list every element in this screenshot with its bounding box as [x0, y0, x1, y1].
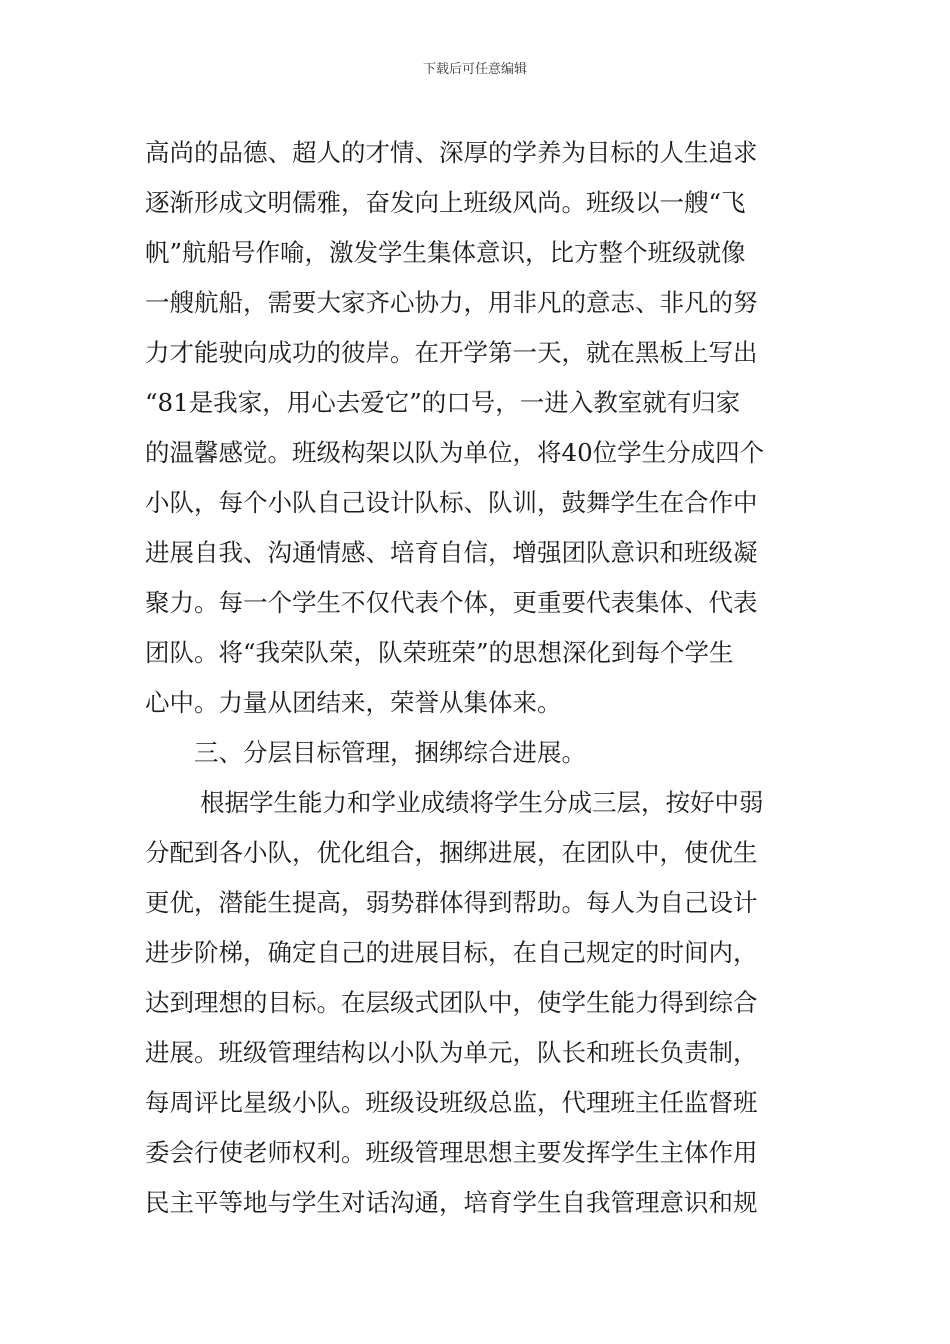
text-line: 进步阶梯，确定自己的进展目标，在自己规定的时间内， — [145, 938, 758, 967]
text-line: 帆”航船号作喻，激发学生集体意识，比方整个班级就像 — [145, 238, 746, 267]
section-heading: 三、分层目标管理，捆绑综合进展。 — [194, 738, 586, 767]
text-line: 一艘航船，需要大家齐心协力，用非凡的意志、非凡的努 — [145, 288, 758, 317]
text-line: 委会行使老师权利。班级管理思想主要发挥学生主体作用 — [145, 1138, 758, 1167]
text-line: 进展自我、沟通情感、培育自信，增强团队意识和班级凝 — [145, 538, 758, 567]
text-line: 民主平等地与学生对话沟通，培育学生自我管理意识和规 — [145, 1188, 758, 1217]
text-line: “81是我家，用心去爱它”的口号，一进入教室就有归家 — [145, 388, 741, 417]
text-line: 心中。力量从团结来，荣誉从集体来。 — [145, 688, 562, 717]
text-line: 达到理想的目标。在层级式团队中，使学生能力得到综合 — [145, 988, 758, 1017]
text-line: 分配到各小队，优化组合，捆绑进展，在团队中，使优生 — [145, 838, 758, 867]
text-line: 力才能驶向成功的彼岸。在开学第一天，就在黑板上写出 — [145, 338, 758, 367]
text-line: 的温馨感觉。班级构架以队为单位，将40位学生分成四个 — [145, 438, 765, 467]
text-line: 小队，每个小队自己设计队标、队训，鼓舞学生在合作中 — [145, 488, 758, 517]
text-line: 更优，潜能生提高，弱势群体得到帮助。每人为自己设计 — [145, 888, 758, 917]
document-body — [145, 128, 825, 1228]
text-line: 聚力。每一个学生不仅代表个体，更重要代表集体、代表 — [145, 588, 758, 617]
page-header: 下载后可任意编辑 — [422, 62, 527, 77]
text-line: 根据学生能力和学业成绩将学生分成三层，按好中弱 — [200, 788, 764, 817]
text-line: 每周评比星级小队。班级设班级总监，代理班主任监督班 — [145, 1088, 758, 1117]
text-line: 高尚的品德、超人的才情、深厚的学养为目标的人生追求 — [145, 138, 758, 167]
text-line: 团队。将“我荣队荣，队荣班荣”的思想深化到每个学生 — [145, 638, 734, 667]
text-line: 进展。班级管理结构以小队为单元，队长和班长负责制， — [145, 1038, 758, 1067]
text-line: 逐渐形成文明儒雅，奋发向上班级风尚。班级以一艘“飞 — [145, 188, 746, 217]
